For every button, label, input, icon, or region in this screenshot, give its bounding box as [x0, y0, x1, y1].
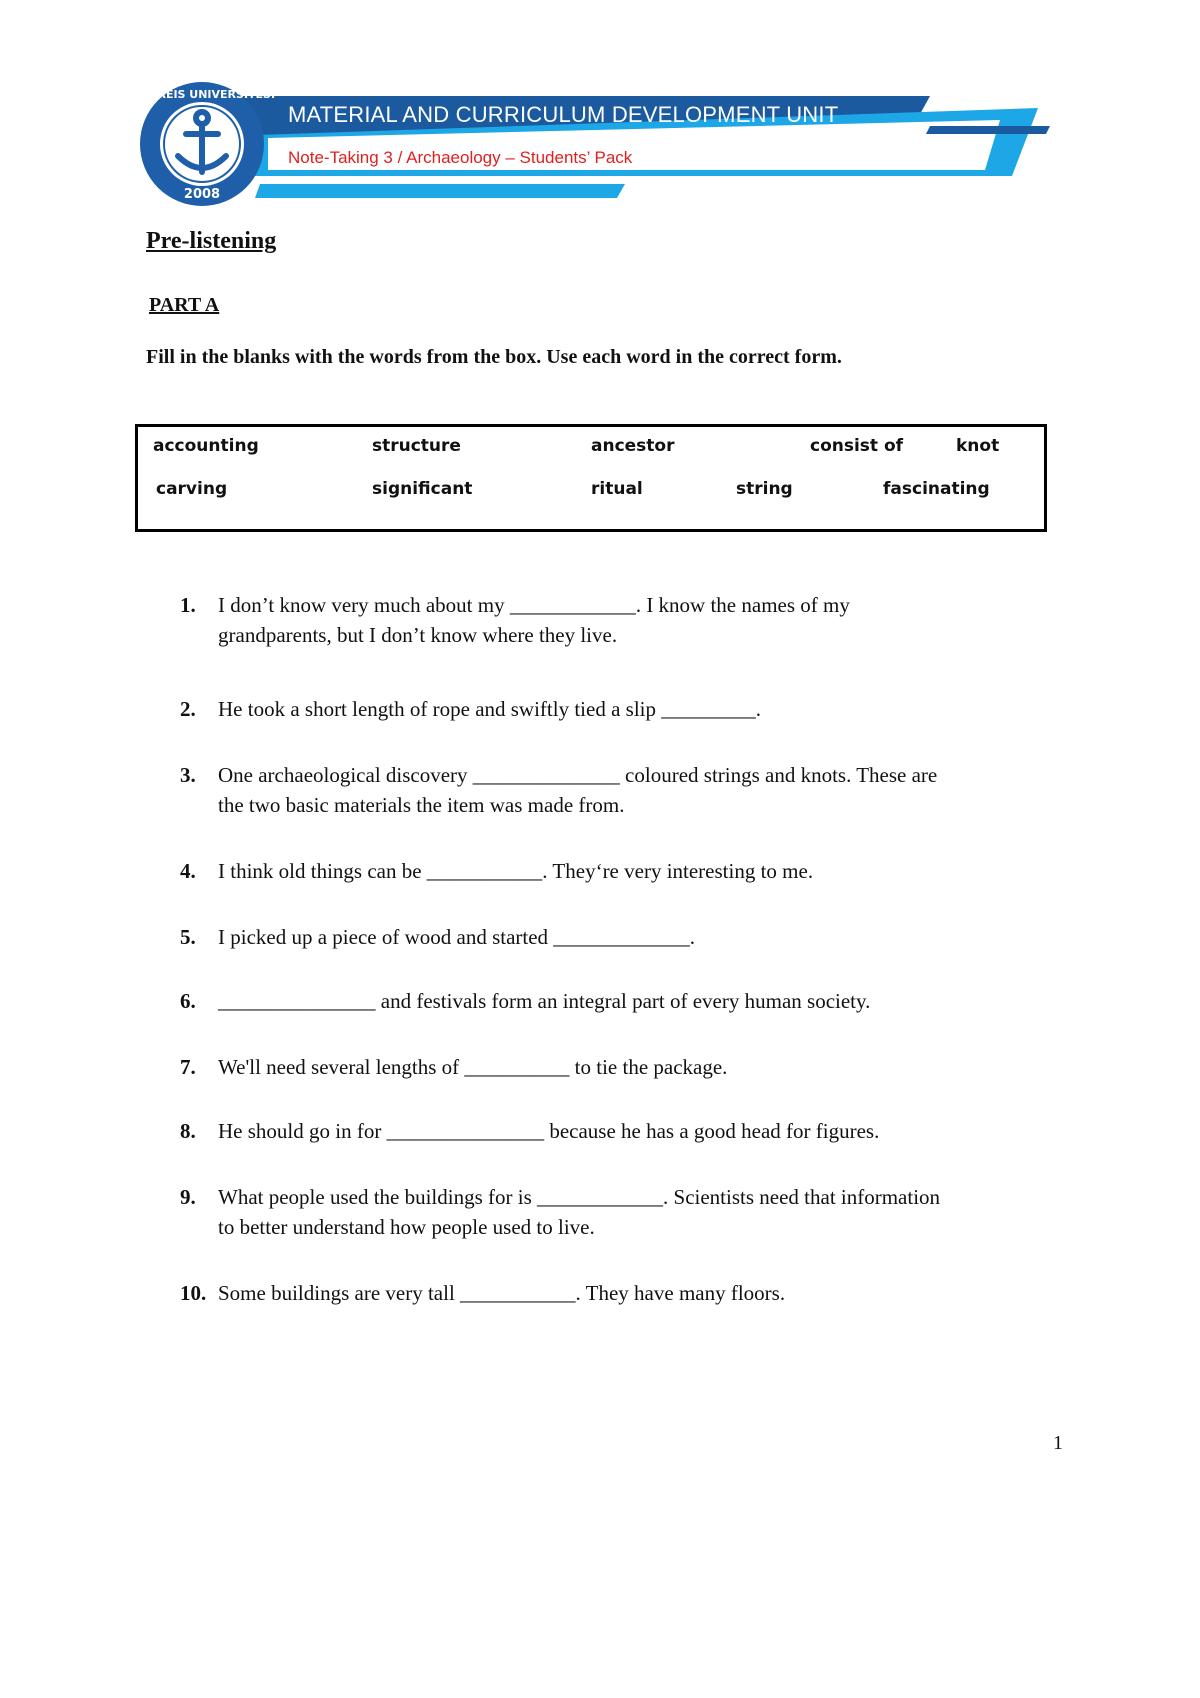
pack-subtitle: Note-Taking 3 / Archaeology – Students’ Pack [288, 148, 633, 167]
question-line: Some buildings are very tall ___________. They have many floors. [218, 1281, 786, 1305]
part-title: PART A [149, 294, 220, 316]
logo-year: 2008 [183, 187, 221, 202]
question-line: What people used the buildings for is ____________. Scientists need that information [218, 1185, 941, 1209]
question-line: the two basic materials the item was made from. [218, 793, 625, 817]
question-text [218, 986, 1058, 1016]
word-box-item: ritual [591, 479, 643, 499]
question-number: 4. [180, 859, 196, 883]
word-box-item: string [736, 479, 793, 499]
question-number: 7. [180, 1055, 196, 1079]
question-text [218, 1278, 1058, 1308]
word-box-item: carving [156, 479, 228, 499]
question-line: I think old things can be ___________. They‘re very interesting to me. [218, 859, 814, 883]
logo-ring-text: PIRI REIS UNIVERSITESI [128, 88, 276, 101]
word-box-item: accounting [153, 436, 259, 456]
word-box-item: significant [372, 479, 473, 499]
question-number: 6. [180, 989, 196, 1013]
question-text [218, 1116, 1058, 1146]
question-line: to better understand how people used to live. [218, 1215, 595, 1239]
question-line: He should go in for _______________ because he has a good head for figures. [218, 1119, 880, 1143]
question-number: 3. [180, 763, 196, 787]
page-number: 1 [1053, 1432, 1063, 1454]
question-text [218, 590, 1058, 650]
question-line: _______________ and festivals form an integral part of every human society. [218, 989, 871, 1013]
question-text [218, 1182, 1058, 1242]
word-box-item: consist of [810, 436, 904, 456]
question-number: 1. [180, 593, 196, 617]
question-line: We'll need several lengths of __________ to tie the package. [218, 1055, 728, 1079]
question-line: grandparents, but I don’t know where they live. [218, 623, 618, 647]
question-text [218, 760, 1058, 820]
question-number: 10. [180, 1281, 207, 1305]
question-line: He took a short length of rope and swiftly tied a slip _________. [218, 697, 761, 721]
question-text [218, 1052, 1058, 1082]
question-number: 5. [180, 925, 196, 949]
question-line: I picked up a piece of wood and started _____________. [218, 925, 696, 949]
question-text [218, 856, 1058, 886]
section-title: Pre-listening [146, 228, 277, 254]
question-line: One archaeological discovery ______________ coloured strings and knots. These are [218, 763, 938, 787]
question-text [218, 922, 1058, 952]
question-text [218, 694, 1058, 724]
word-box-item: knot [956, 436, 1000, 456]
question-number: 8. [180, 1119, 196, 1143]
unit-title: MATERIAL AND CURRICULUM DEVELOPMENT UNIT [288, 102, 839, 127]
instructions: Fill in the blanks with the words from the box. Use each word in the correct form. [146, 346, 842, 368]
word-box-item: ancestor [591, 436, 675, 456]
question-number: 2. [180, 697, 196, 721]
word-box-item: fascinating [883, 479, 990, 499]
question-number: 9. [180, 1185, 196, 1209]
word-box-item: structure [372, 436, 461, 456]
question-line: I don’t know very much about my ____________. I know the names of my [218, 593, 850, 617]
